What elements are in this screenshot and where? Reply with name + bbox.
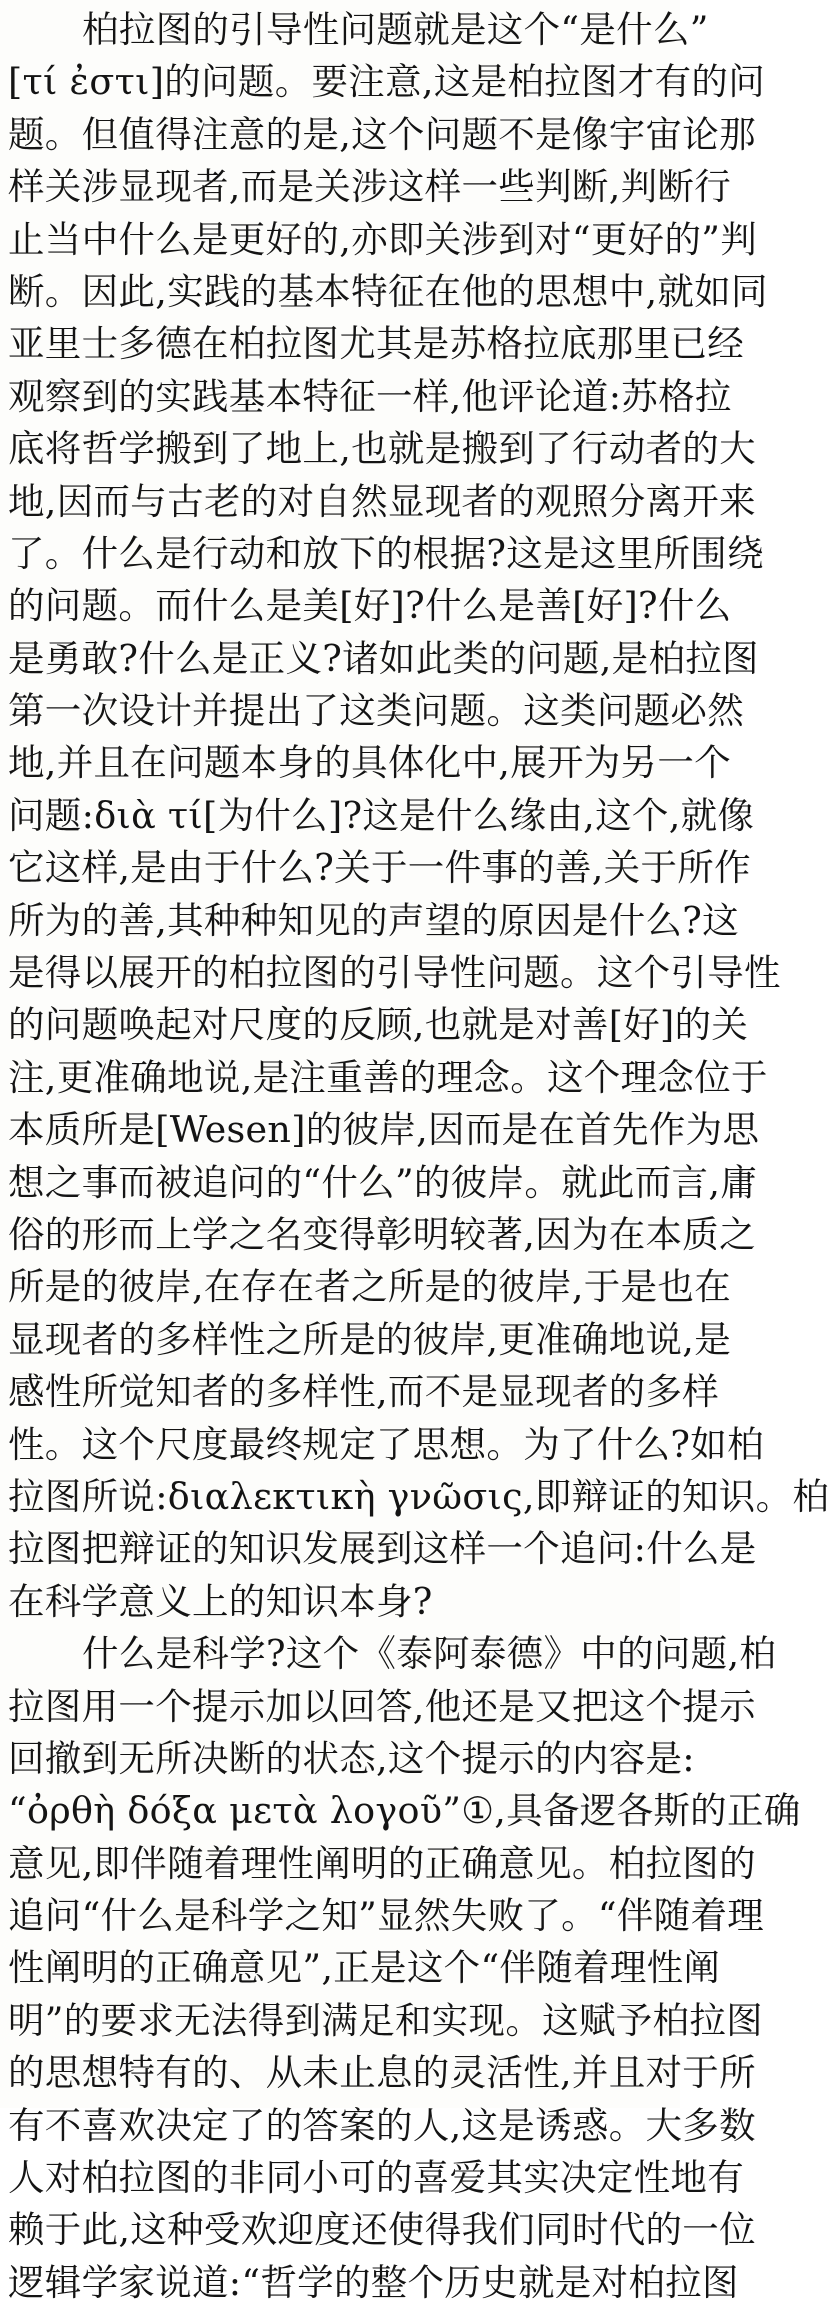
text-line: 在科学意义上的知识本身? [8, 1579, 433, 1623]
text-line: 样关涉显现者,而是关涉这样一些判断,判断行 [8, 165, 732, 209]
text-line: 想之事而被追问的“什么”的彼岸。就此而言,庸 [8, 1160, 758, 1204]
text-line: 性。这个尺度最终规定了思想。为了什么?如柏 [8, 1422, 764, 1466]
text-line: 断。因此,实践的基本特征在他的思想中,就如同 [8, 269, 768, 313]
text-line: 它这样,是由于什么?关于一件事的善,关于所作 [8, 846, 751, 890]
text-line: 底将哲学搬到了地上,也就是搬到了行动者的大 [8, 427, 756, 471]
text-line: 是得以展开的柏拉图的引导性问题。这个引导性 [8, 951, 781, 995]
text-line: 明”的要求无法得到满足和实现。这赋予柏拉图 [8, 1998, 763, 2042]
text-line: 亚里士多德在柏拉图尤其是苏格拉底那里已经 [8, 322, 744, 366]
text-line: 显现者的多样性之所是的彼岸,更准确地说,是 [8, 1317, 732, 1361]
text-line: 注,更准确地说,是注重善的理念。这个理念位于 [8, 1055, 768, 1099]
text-line: 拉图所说:διαλεκτικὴ γνῶσις,即辩证的知识。柏 [8, 1474, 829, 1518]
text-line: 俗的形而上学之名变得彰明较著,因为在本质之 [8, 1212, 756, 1256]
text-line: 观察到的实践基本特征一样,他评论道:苏格拉 [8, 374, 732, 418]
text-line: 感性所觉知者的多样性,而不是显现者的多样 [8, 1370, 720, 1414]
text-line: 的思想特有的、从未止息的灵活性,并且对于所 [8, 2051, 756, 2095]
text-line: 拉图把辩证的知识发展到这样一个追问:什么是 [8, 1527, 757, 1571]
text-line: 追问“什么是科学之知”显然失败了。“伴随着理 [8, 1894, 765, 1938]
text-line: 回撤到无所决断的状态,这个提示的内容是: [8, 1736, 695, 1780]
text-line: 人对柏拉图的非同小可的喜爱其实决定性地有 [8, 2156, 744, 2200]
text-line: “ὀρθὴ δόξα μετὰ λογοῦ”①,具备逻各斯的正确 [8, 1789, 801, 1833]
text-line: 所是的彼岸,在存在者之所是的彼岸,于是也在 [8, 1265, 732, 1309]
text-line: 什么是科学?这个《泰阿泰德》中的问题,柏 [82, 1632, 777, 1676]
text-line: 的问题。而什么是美[好]?什么是善[好]?什么 [8, 584, 732, 628]
text-line: 本质所是[Wesen]的彼岸,因而是在首先作为思 [8, 1108, 760, 1152]
text-line: 逻辑学家说道:“哲学的整个历史就是对柏拉图 [8, 2260, 739, 2304]
text-line: 有不喜欢决定了的答案的人,这是诱惑。大多数 [8, 2103, 756, 2147]
text-line: 问题:διὰ τί[为什么]?这是什么缘由,这个,就像 [8, 793, 755, 837]
text-line: 地,因而与古老的对自然显现者的观照分离开来 [8, 479, 756, 523]
text-line: 第一次设计并提出了这类问题。这类问题必然 [8, 689, 744, 733]
text-line: 所为的善,其种种知见的声望的原因是什么?这 [8, 898, 739, 942]
text-line: 的问题唤起对尺度的反顾,也就是对善[好]的关 [8, 1003, 749, 1047]
text-line: [τί ἐστι]的问题。要注意,这是柏拉图才有的问 [8, 60, 765, 104]
body-text [8, 4, 829, 2309]
text-line: 柏拉图的引导性问题就是这个“是什么” [82, 8, 709, 51]
text-line: 地,并且在问题本身的具体化中,展开为另一个 [8, 741, 732, 785]
text-line: 止当中什么是更好的,亦即关涉到对“更好的”判 [8, 217, 758, 261]
text-line: 是勇敢?什么是正义?诸如此类的问题,是柏拉图 [8, 636, 759, 680]
text-line: 性阐明的正确意见”,正是这个“伴随着理性阐 [8, 1946, 721, 1990]
text-line: 题。但值得注意的是,这个问题不是像宇宙论那 [8, 112, 756, 156]
text-line: 拉图用一个提示加以回答,他还是又把这个提示 [8, 1684, 756, 1728]
text-line: 意见,即伴随着理性阐明的正确意见。柏拉图的 [8, 1841, 756, 1885]
text-line: 了。什么是行动和放下的根据?这是这里所围绕 [8, 531, 764, 575]
text-line: 赖于此,这种受欢迎度还使得我们同时代的一位 [8, 2208, 756, 2252]
